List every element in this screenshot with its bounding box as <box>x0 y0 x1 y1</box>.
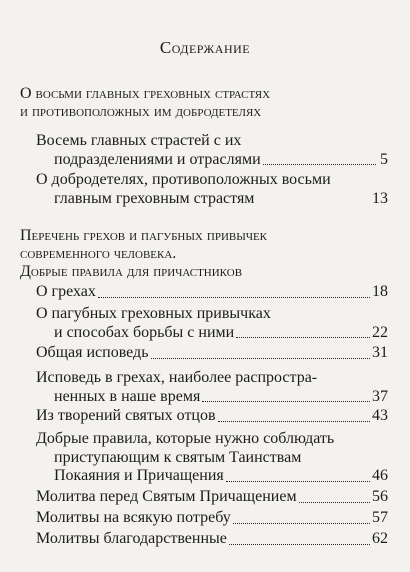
dot-leader <box>218 420 370 422</box>
toc-entry[interactable] <box>36 430 388 486</box>
entry-text: главным греховным страстям <box>54 189 255 207</box>
entry-text: Из творений святых отцов <box>36 407 216 424</box>
entry-text: ненных в наше время <box>54 387 201 405</box>
entry-text: Исповедь в грехах, наиболее распростра- <box>36 369 318 386</box>
section-heading-line: и противоположных им добродетелях <box>20 103 262 120</box>
dot-leader <box>226 480 370 482</box>
entry-text: Молитвы благодарственные <box>36 530 227 547</box>
section-heading-line: Добрые правила для причастников <box>20 263 243 280</box>
page-number: 56 <box>372 488 388 505</box>
toc-entry[interactable] <box>36 509 388 528</box>
dot-leader <box>299 501 370 503</box>
dot-leader <box>236 336 370 338</box>
toc-entry[interactable] <box>36 305 388 342</box>
entry-text: Молитвы на всякую потребу <box>36 509 231 526</box>
toc-entry[interactable] <box>36 283 388 302</box>
entry-text: Покаяния и Причащения <box>54 467 224 484</box>
toc-entry[interactable] <box>36 344 388 363</box>
entry-text: подразделениями и отраслями <box>54 150 261 168</box>
toc-entry[interactable] <box>36 488 388 507</box>
toc-entry[interactable] <box>36 132 388 169</box>
dot-leader <box>151 357 371 359</box>
page-number: 43 <box>372 407 388 424</box>
toc-entry[interactable] <box>36 407 388 426</box>
dot-leader <box>256 203 370 204</box>
section-heading-line: О восьми главных греховных страстях <box>20 85 271 102</box>
entry-text: Молитва перед Святым Причащением <box>36 488 297 505</box>
dot-leader <box>229 543 370 545</box>
page-number: 62 <box>372 530 388 547</box>
page-number: 31 <box>372 344 388 361</box>
entry-text: и способах борьбы с ними <box>54 323 235 341</box>
page-number: 46 <box>372 467 388 484</box>
toc-entry[interactable] <box>36 171 388 208</box>
dot-leader <box>98 296 370 298</box>
dot-leader <box>263 163 376 165</box>
entry-text: Общая исповедь <box>36 344 149 361</box>
section-heading-1 <box>20 85 390 121</box>
entry-text: О грехах <box>36 283 96 300</box>
section-heading-line: современного человека. <box>20 245 177 262</box>
page-number: 37 <box>372 387 388 405</box>
entry-text: Добрые правила, которые нужно соблюдать <box>36 430 335 447</box>
page-number: 22 <box>372 323 388 341</box>
toc-entry[interactable] <box>36 369 388 406</box>
page-number: 18 <box>372 283 388 300</box>
dot-leader <box>233 522 370 524</box>
page-number: 13 <box>372 189 388 207</box>
entry-text: приступающим к святым Таинствам <box>54 448 302 466</box>
page-number: 57 <box>372 509 388 526</box>
toc-entry[interactable] <box>36 530 388 549</box>
dot-leader <box>202 400 370 402</box>
page-number: 5 <box>380 150 388 168</box>
section-heading-2 <box>20 227 390 281</box>
section-heading-line: Перечень грехов и пагубных привычек <box>20 227 268 244</box>
entry-text: О добродетелях, противоположных восьми <box>36 171 331 188</box>
entry-text: Восемь главных страстей с их <box>36 132 242 149</box>
entry-text: О пагубных греховных привычках <box>36 305 271 322</box>
page-title: Содержание <box>159 38 251 57</box>
